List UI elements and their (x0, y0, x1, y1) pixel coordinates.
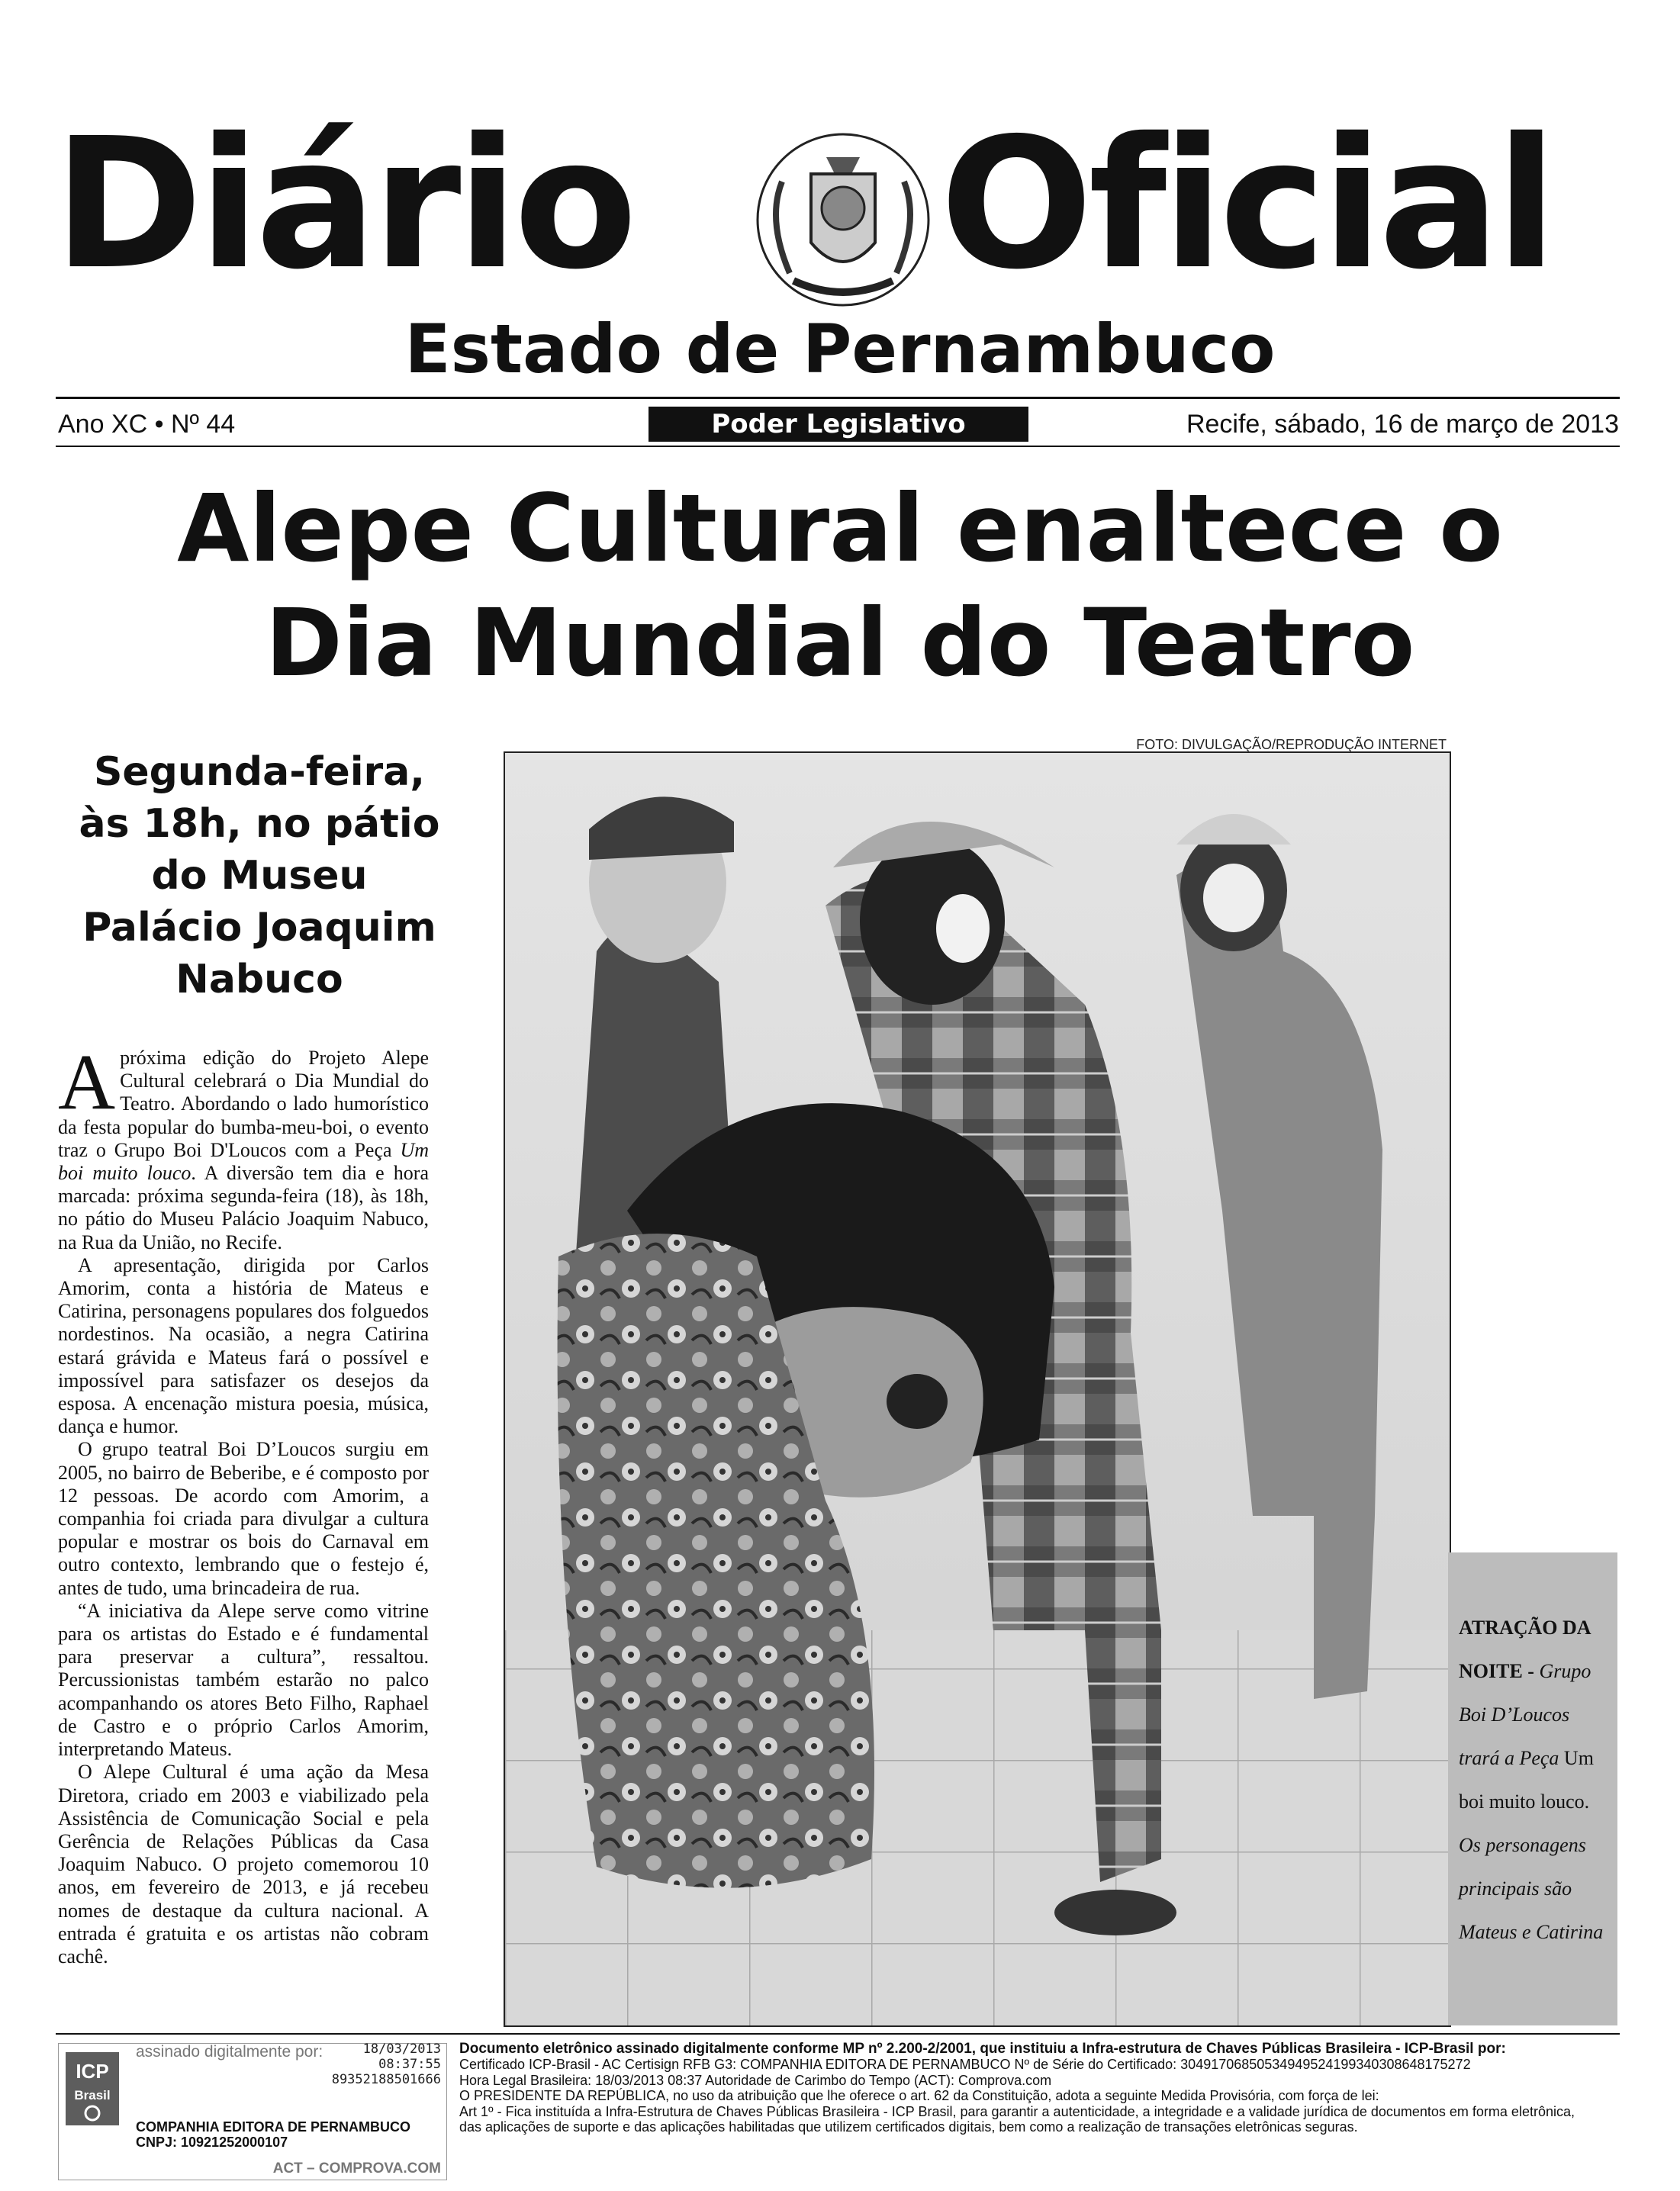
photo-caption (1459, 1606, 1611, 1954)
footer-rule (56, 2033, 1620, 2035)
issue-number: Ano XC • Nº 44 (58, 410, 236, 439)
caption-italic-2: Os personagens principais são Mateus e Catirina (1459, 1834, 1604, 1943)
signature-serial: 89352188501666 (331, 2072, 441, 2087)
signature-company-name: COMPANHIA EDITORA DE PERNAMBUCO (136, 2119, 411, 2135)
doc-line-1: Documento eletrônico assinado digitalmente conforme MP nº 2.200-2/2001, que instituiu a Infra-estrutura de Chaves Públicas Brasileira - ICP-Brasil por: (459, 2041, 1506, 2057)
doc-line-5: Art 1º - Fica instituída a Infra-Estrutura de Chaves Públicas Brasileira - ICP Brasil, para garantir a autenticidade, a integridade e a validade jurídica de documentos em forma eletrônica, (459, 2103, 1575, 2119)
masthead-title-left: Diário (53, 99, 633, 309)
doc-line-2: Certificado ICP-Brasil - AC Certisign RFB G3: COMPANHIA EDITORA DE PERNAMBUCO Nº de Série do Certificado: 30491706850534949524199340308648175272 (459, 2057, 1471, 2073)
caption-bold: ATRAÇÃO DA NOITE - (1459, 1617, 1591, 1682)
article-paragraph-4: “A iniciativa da Alepe serve como vitrine para os artistas do Estado e é fundamental para preservar a cultura”, ressaltou. Percussionistas também estarão no palco acompanhando os atores Beto Filho, Raphael de Castro e o próprio Carlos Amorim, interpretando Mateus. (58, 1599, 429, 1761)
subhead-line-3: do Museu (151, 853, 368, 899)
masthead-subtitle: Estado de Pernambuco (404, 310, 1276, 388)
signature-label: assinado digitalmente por: (136, 2043, 323, 2061)
subhead-line-2: às 18h, no pátio (79, 801, 440, 847)
article-paragraph-1 (58, 1038, 429, 1254)
infobar-rule (56, 446, 1620, 447)
doc-line-4: O PRESIDENTE DA REPÚBLICA, no uso da atribuição que lhe oferece o art. 62 da Constituição, adota a seguinte Medida Provisória, com força de lei: (459, 2088, 1379, 2104)
theater-group-photo (504, 751, 1451, 2027)
headline-line-2: Dia Mundial do Teatro (265, 589, 1415, 697)
icp-logo-text-2: Brasil (74, 2088, 111, 2103)
signature-datetime (320, 2041, 441, 2087)
issue-date: Recife, sábado, 16 de março de 2013 (1186, 410, 1619, 439)
dropcap: A (58, 1038, 116, 1126)
article-paragraph-2: A apresentação, dirigida por Carlos Amorim, conta a história de Mateus e Catirina, personagens populares dos folguedos nordestinos. Na ocasião, a negra Catirina estará grávida e Mateus fará o possível e impossível para satisfazer os desejos da esposa. A encenação mistura poesia, música, dança e humor. (58, 1253, 429, 1438)
section-label: Poder Legislativo (649, 407, 1028, 442)
doc-line-3: Hora Legal Brasileira: 18/03/2013 08:37 Autoridade de Carimbo do Tempo (ACT): Comprova.com (459, 2072, 1052, 2088)
doc-line-6: das aplicações de suporte e das aplicações habilitadas que utilizem certificados digitais, bem como a realização de transações eletrônicas seguras. (459, 2119, 1358, 2135)
pernambuco-coat-of-arms-icon (751, 128, 935, 311)
article-body (58, 1038, 429, 1968)
masthead-title-right: Oficial (940, 99, 1553, 309)
subhead-line-4: Palácio Joaquim (82, 905, 436, 951)
signature-date: 18/03/2013 (362, 2041, 441, 2057)
subhead-line-1: Segunda-feira, (93, 749, 426, 795)
headline-line-1: Alepe Cultural enaltece o (177, 475, 1503, 583)
article-p1-start: próxima edição do Projeto Alepe Cultural celebrará o Dia Mundial do Teatro. Abordando o lado humorístico da festa popular do bumba-meu-boi, o evento traz o Grupo Boi D'Loucos com a Peça (58, 1047, 429, 1161)
article-paragraph-3: O grupo teatral Boi D’Loucos surgiu em 2005, no bairro de Beberibe, e é composto por 12 pessoas. De acordo com Amorim, a companhia foi criada para divulgar a cultura popular e mostrar os bois do Carnaval em outro contexto, lembrando que o festejo é, antes de tudo, uma brincadeira de rua. (58, 1438, 429, 1599)
headline (0, 471, 1680, 700)
digital-signature-notice (459, 2041, 1619, 2135)
caption-title: Um boi muito louco. (1459, 1747, 1594, 1813)
play-title: Um boi muito louco (58, 1138, 429, 1185)
subheadline (55, 746, 464, 1005)
caption-italic-1: Grupo Boi D’Loucos trará a Peça (1459, 1660, 1591, 1769)
top-rule (56, 397, 1620, 399)
article-paragraph-5: O Alepe Cultural é uma ação da Mesa Diretora, criado em 2003 e viabilizado pela Assistência de Comunicação Social e pela Gerência de Relações Públicas da Casa Joaquim Nabuco. O projeto comemorou 10 anos, em fevereiro de 2013, e já recebeu nomes de destaque da cultura nacional. A entrada é gratuita e os artistas não cobram cachê. (58, 1761, 429, 1967)
subhead-line-5: Nabuco (175, 957, 343, 1002)
icp-logo-text-1: ICP (76, 2060, 109, 2083)
signature-act: ACT – COMPROVA.COM (272, 2160, 441, 2177)
signature-cnpj: CNPJ: 10921252000107 (136, 2135, 288, 2150)
signature-company (136, 2119, 441, 2150)
signature-time: 08:37:55 (378, 2057, 441, 2072)
article-p1-end: . A diversão tem dia e hora marcada: próxima segunda-feira (18), às 18h, no pátio do Museu Palácio Joaquim Nabuco, na Rua da União, no Recife. (58, 1162, 429, 1253)
icp-brasil-logo-icon (66, 2052, 119, 2125)
photo-credit: FOTO: DIVULGAÇÃO/REPRODUÇÃO INTERNET (1136, 737, 1447, 752)
